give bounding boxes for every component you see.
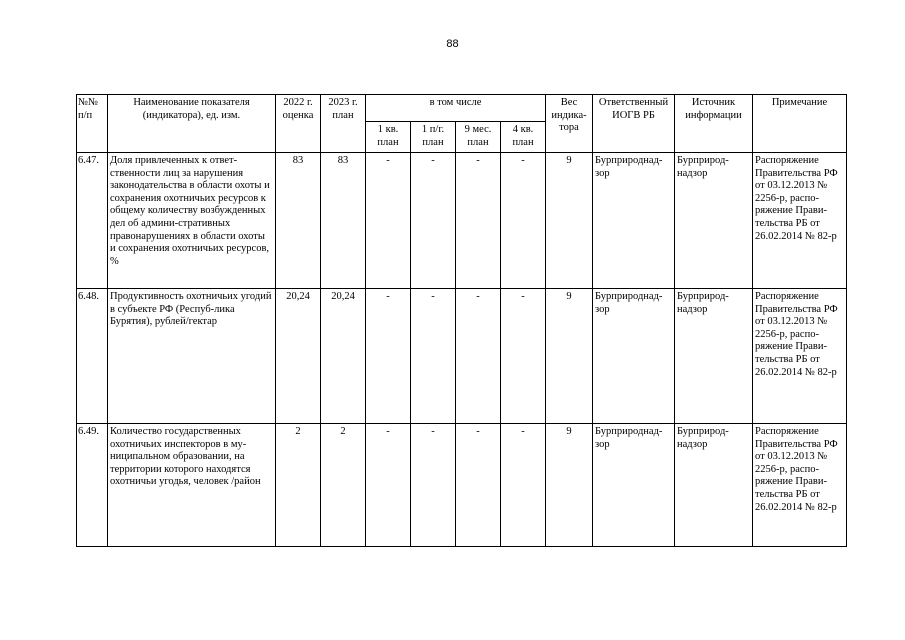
table-row — [77, 289, 847, 424]
row-weight: 9 — [546, 424, 593, 547]
row-num: 6.48. — [77, 289, 108, 424]
row-q4: - — [501, 424, 546, 547]
row-source: Бурприрод-надзор — [675, 289, 753, 424]
row-9m: - — [456, 289, 501, 424]
row-9m: - — [456, 424, 501, 547]
table-row — [77, 153, 847, 289]
header-row — [77, 95, 847, 122]
header-weight: Вес индика-тора — [546, 95, 593, 153]
table-row — [77, 424, 847, 547]
row-q4: - — [501, 289, 546, 424]
row-9m: - — [456, 153, 501, 289]
header-9m: 9 мес. план — [456, 122, 501, 153]
row-source: Бурприрод-надзор — [675, 424, 753, 547]
header-note: Примечание — [753, 95, 847, 153]
page-number: 88 — [446, 38, 459, 50]
row-num: 6.47. — [77, 153, 108, 289]
row-weight: 9 — [546, 153, 593, 289]
row-2022: 2 — [276, 424, 321, 547]
row-h1: - — [411, 153, 456, 289]
row-h1: - — [411, 289, 456, 424]
row-responsible: Бурприроднад-зор — [593, 289, 675, 424]
indicators-table — [76, 94, 847, 547]
row-q1: - — [366, 424, 411, 547]
row-note: Распоряжение Правительства РФ от 03.12.2013 № 2256-р, распо-ряжение Прави-тельства РБ от 26.02.2014 № 82-р — [753, 289, 847, 424]
row-q1: - — [366, 289, 411, 424]
row-note: Распоряжение Правительства РФ от 03.12.2013 № 2256-р, распо-ряжение Прави-тельства РБ от 26.02.2014 № 82-р — [753, 424, 847, 547]
header-source: Источник информации — [675, 95, 753, 153]
row-source: Бурприрод-надзор — [675, 153, 753, 289]
row-q1: - — [366, 153, 411, 289]
row-2023: 83 — [321, 153, 366, 289]
row-name: Доля привлеченных к ответ-ственности лиц за нарушения законодательства в области охоты и сохранения охотничьих ресурсов к общему количеству возбужденных дел об админи-стративных правонарушениях в области охоты и сохранения охотничьих ресурсов, % — [108, 153, 276, 289]
header-name: Наименование показателя (индикатора), ед. изм. — [108, 95, 276, 153]
row-name: Продуктивность охотничьих угодий в субъекте РФ (Респуб-лика Бурятия), рублей/гектар — [108, 289, 276, 424]
header-responsible: Ответственный ИОГВ РБ — [593, 95, 675, 153]
header-including: в том числе — [366, 95, 546, 122]
row-name: Количество государственных охотничьих инспекторов в му-ниципальном образовании, на территории которого находятся охотничьи угодья, человек /район — [108, 424, 276, 547]
row-2023: 20,24 — [321, 289, 366, 424]
header-num: №№ п/п — [77, 95, 108, 153]
row-2023: 2 — [321, 424, 366, 547]
row-note: Распоряжение Правительства РФ от 03.12.2013 № 2256-р, распо-ряжение Прави-тельства РБ от 26.02.2014 № 82-р — [753, 153, 847, 289]
row-num: 6.49. — [77, 424, 108, 547]
row-h1: - — [411, 424, 456, 547]
header-2023: 2023 г. план — [321, 95, 366, 153]
row-responsible: Бурприроднад-зор — [593, 424, 675, 547]
row-2022: 83 — [276, 153, 321, 289]
row-responsible: Бурприроднад-зор — [593, 153, 675, 289]
row-q4: - — [501, 153, 546, 289]
header-q4: 4 кв. план — [501, 122, 546, 153]
header-q1: 1 кв. план — [366, 122, 411, 153]
header-h1: 1 п/г. план — [411, 122, 456, 153]
header-2022: 2022 г. оценка — [276, 95, 321, 153]
row-weight: 9 — [546, 289, 593, 424]
row-2022: 20,24 — [276, 289, 321, 424]
